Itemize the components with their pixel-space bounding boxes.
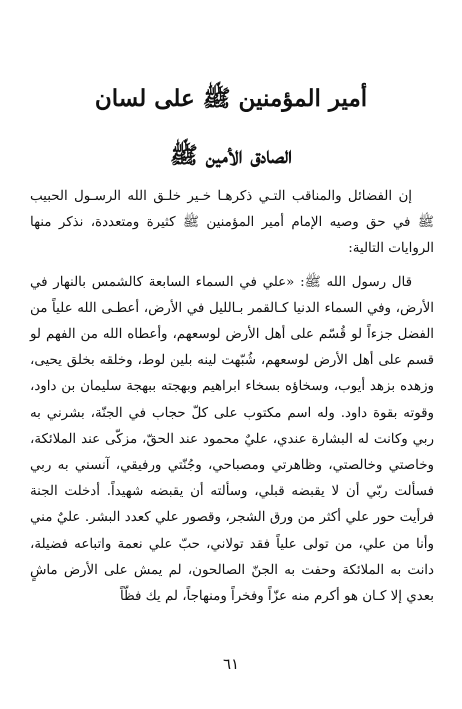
chapter-title-line-2: الصادق الأمين ﷺ: [170, 142, 292, 169]
intro-paragraph: إن الفضائل والمناقب التـي ذكرهـا خـير خلـق الله الرسـول الحبيب ﷺ في حق وصيه الإمام أمير المؤمنين ﷺ كثيرة ومتعددة، نذكر منها الروايات التالية:: [30, 189, 434, 257]
page-number: ٦١: [222, 655, 240, 673]
body-text: [30, 184, 434, 610]
chapter-title-line-1: أمير المؤمنين ﷺ على لسان: [94, 85, 368, 112]
hadith-paragraph: قال رسول الله ﷺ: «علي في السماء السابعة كالشمس بالنهار في الأرض، وفي السماء الدنيا كـالقمر بـالليل في الأرض، أعطـى الله علياً من الفضل جزءاً لو قُسّم على أهل الأرض لوسعهم، وأعطاه الله من الفهم لو قسم على أهل الأرض لوسعهم، شُبّهت لينه بلين لوط، وخلقه بخلق يحيى، وزهده بزهد أيوب، وسخاؤه بسخاء ابراهيم وبهجته ببهجة سليمان بن داود، وقوته بقوة داود. وله اسم مكتوب على كلّ حجاب في الجنّة، بشرني به ربي وكانت له البشارة عندي، عليٌ محمود عند الحقّ، مزكّى عند الملائكة، وخاصتي وخالصتي، وظاهرتي ومصباحي، وجُنّتي ورفيقي، آنسني به ربي فسألت ربّي أن لا يقبضه قبلي، وسألته أن يقبضه شهيداً. أدخلت الجنة فرأيت حور علي أكثر من ورق الشجر، وقصور علي كعدد البشر. عليٌ مني وأنا من علي، من تولى علياً فقد تولاني، حبّ علي نعمة واتباعه فضيلة، دانت به الملائكة وحفت به الجنّ الصالحون، لم يمش على الأرض ماشٍ بعدي إلا كـان هو أكرم منه عزّاً وفخراً ومنهاجاً، لم يك فظّاً: [30, 274, 434, 605]
